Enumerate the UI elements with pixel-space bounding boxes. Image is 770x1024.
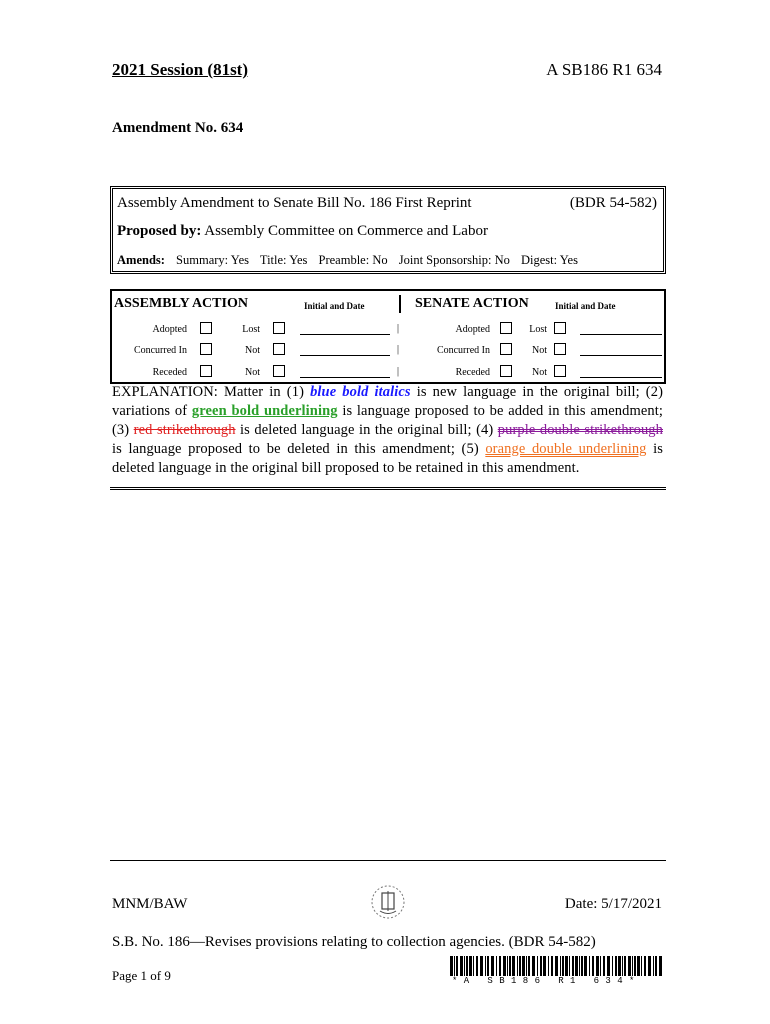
amends-label: Amends:	[117, 253, 165, 267]
assembly-concurred-label: Concurred In	[133, 345, 187, 356]
action-table	[110, 289, 666, 382]
amends-row	[117, 253, 586, 268]
assembly-concurred-checkbox[interactable]	[200, 343, 212, 355]
senate-initial-line[interactable]	[580, 355, 662, 356]
amends-item: Summary: Yes	[176, 253, 249, 267]
amendment-date: Date: 5/17/2021	[564, 896, 662, 912]
senate-action-title: SENATE ACTION	[415, 296, 529, 311]
amends-item: Digest: Yes	[521, 253, 578, 267]
explanation-text: is deleted language in the original bill proposed to be retained in this amendment.	[112, 441, 663, 476]
barcode-icon	[450, 956, 662, 976]
divider-bar: |	[397, 323, 400, 334]
assembly-adopted-checkbox[interactable]	[200, 322, 212, 334]
orange-underline-sample: orange double underlining	[485, 441, 647, 457]
explanation-text: is deleted language in the original bill; (4)	[235, 422, 498, 438]
blue-italics-sample: blue bold italics	[310, 384, 411, 400]
senate-initial-line[interactable]	[580, 334, 662, 335]
session-label: 2021 Session (81st)	[112, 60, 249, 79]
assembly-initial-line[interactable]	[300, 355, 390, 356]
assembly-initial-line[interactable]	[300, 377, 390, 378]
senate-initial-date-label: Initial and Date	[555, 301, 616, 311]
proposed-by-label: Proposed by:	[117, 223, 202, 239]
senate-not-receded-label: Not	[532, 367, 547, 378]
senate-lost-label: Lost	[529, 324, 547, 335]
purple-strikethrough-sample: purple double strikethrough	[497, 422, 663, 438]
column-divider	[399, 295, 401, 313]
senate-not-receded-checkbox[interactable]	[554, 365, 566, 377]
bill-code: A SB186 R1 634	[546, 60, 662, 79]
red-strikethrough-sample: red strikethrough	[133, 422, 236, 438]
explanation-text: is language proposed to be added in this amendment; (3)	[112, 403, 663, 438]
assembly-not-receded-checkbox[interactable]	[273, 365, 285, 377]
amendment-summary-box	[110, 186, 666, 274]
senate-receded-label: Receded	[455, 367, 490, 378]
senate-initial-line[interactable]	[580, 377, 662, 378]
assembly-not-concurred-label: Not	[245, 345, 260, 356]
footer-rule	[110, 860, 666, 861]
assembly-receded-label: Receded	[152, 367, 187, 378]
barcode-text: * A S B 1 8 6 R 1 6 3 4 *	[452, 976, 635, 986]
amendment-title: Assembly Amendment to Senate Bill No. 186 First Reprint	[117, 195, 472, 211]
assembly-receded-checkbox[interactable]	[200, 365, 212, 377]
explanation-text: is new language in the original bill; (2) variations of	[112, 384, 663, 419]
amends-item: Preamble: No	[318, 253, 388, 267]
assembly-adopted-label: Adopted	[152, 324, 187, 335]
assembly-not-concurred-checkbox[interactable]	[273, 343, 285, 355]
state-seal-icon	[370, 883, 406, 921]
senate-lost-checkbox[interactable]	[554, 322, 566, 334]
proposed-by-row	[117, 223, 488, 240]
senate-adopted-label: Adopted	[455, 324, 490, 335]
senate-not-concurred-checkbox[interactable]	[554, 343, 566, 355]
page-number: Page 1 of 9	[112, 968, 171, 983]
assembly-not-receded-label: Not	[245, 367, 260, 378]
senate-adopted-checkbox[interactable]	[500, 322, 512, 334]
proposed-by-value: Assembly Committee on Commerce and Labor	[204, 223, 488, 239]
assembly-lost-checkbox[interactable]	[273, 322, 285, 334]
assembly-action-title: ASSEMBLY ACTION	[114, 296, 248, 311]
senate-concurred-label: Concurred In	[436, 345, 490, 356]
bill-description: S.B. No. 186—Revises provisions relating to collection agencies. (BDR 54-582)	[112, 934, 596, 950]
divider-bar: |	[397, 366, 400, 377]
assembly-initial-line[interactable]	[300, 334, 390, 335]
author-initials: MNM/BAW	[112, 896, 188, 912]
amendment-number: Amendment No. 634	[112, 120, 244, 136]
divider-bar: |	[397, 344, 400, 355]
explanation-paragraph	[112, 383, 663, 478]
explanation-bottom-rule	[110, 487, 666, 490]
amends-item: Joint Sponsorship: No	[398, 253, 510, 267]
explanation-text: EXPLANATION: Matter in (1)	[112, 384, 311, 400]
green-underline-sample: green bold underlining	[191, 403, 338, 419]
assembly-lost-label: Lost	[242, 324, 260, 335]
amends-item: Title: Yes	[259, 253, 308, 267]
explanation-text: is language proposed to be deleted in this amendment; (5)	[112, 441, 486, 457]
senate-concurred-checkbox[interactable]	[500, 343, 512, 355]
senate-not-concurred-label: Not	[532, 345, 547, 356]
bdr-number: (BDR 54-582)	[569, 195, 657, 211]
assembly-initial-date-label: Initial and Date	[304, 301, 365, 311]
senate-receded-checkbox[interactable]	[500, 365, 512, 377]
